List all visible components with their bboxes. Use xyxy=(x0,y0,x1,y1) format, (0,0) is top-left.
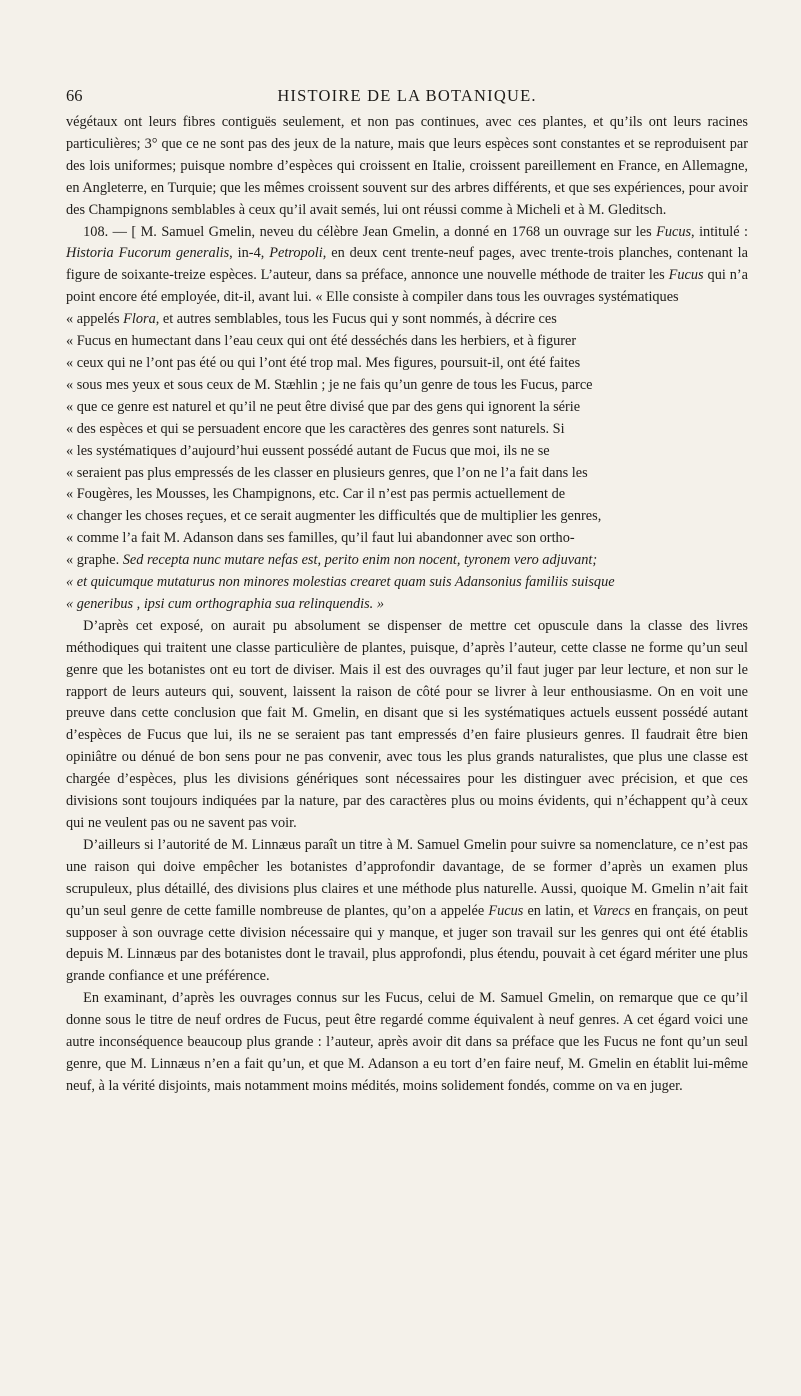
text-run: en français, on peut supposer à son ouvrage cette division nécessaire qui y manque, et juger son travail sur les genres qui ont été établis depuis M. Linnæus par des botanistes dont le travail, plus approfondi, plus étendu, pouvait à cet égard mériter une plus grande confiance et une préférence. xyxy=(66,902,749,985)
paragraph-continued xyxy=(66,112,748,222)
page-number: 66 xyxy=(66,86,83,105)
text-run: , en deux cent trente-neuf pages, avec trente-trois planches, contenant la figure de soixante-treize espèces. L’auteur, dans sa préface, annonce une nouvelle méthode de traiter les xyxy=(66,245,748,284)
quote-line: « Fougères, les Mousses, les Champignons, etc. Car il n’est pas permis actuellement de xyxy=(66,486,566,503)
text-run: , in-4, xyxy=(229,245,270,262)
quote-line: « changer les choses reçues, et ce serait augmenter les difficultés que de multiplier les genres, xyxy=(66,508,602,525)
latin-quote: Sed recepta nunc mutare nefas est, perito enim non nocent, tyronem vero adjuvant; xyxy=(122,552,598,569)
latin-quote-line: « generibus , ipsi cum orthographia sua relinquendis. » xyxy=(66,595,384,612)
text-run: « appelés xyxy=(66,311,124,328)
paragraph xyxy=(66,616,748,835)
italic-term: Fucus xyxy=(668,267,704,284)
italic-term: Fucus xyxy=(488,902,524,919)
quotation-block xyxy=(66,309,748,616)
running-header xyxy=(66,86,748,106)
quote-line: « ceux qui ne l’ont pas été ou qui l’ont été trop mal. Mes figures, poursuit-il, ont été faites xyxy=(66,354,581,371)
quote-line xyxy=(66,309,748,331)
body-text xyxy=(66,112,748,1098)
quote-line: « comme l’a fait M. Adanson dans ses familles, qu’il faut lui abandonner avec son ortho- xyxy=(66,530,575,547)
quote-line: « que ce genre est naturel et qu’il ne peut être divisé que par des gens qui ignorent la série xyxy=(66,398,581,415)
place-of-publication: Petropoli xyxy=(269,245,323,262)
paragraph-text: En examinant, d’après les ouvrages connus sur les Fucus, celui de M. Samuel Gmelin, on remarque que ce qu’il donne sous le titre de neuf ordres de Fucus, peut être regardé comme équivalent à neuf genres. A cet égard voici une autre inconséquence beaucoup plus grande : l’auteur, après avoir dit dans sa préface que les Fucus ne font qu’un seul genre, que M. Linnæus n’en a fait qu’un, et que M. Adanson a eu tort d’en faire neuf, M. Gmelin en établit lui-même neuf, à la vérité disjoints, mais notamment moins médités, moins solidement fondés, comme on va en juger. xyxy=(66,990,748,1094)
italic-term: Fucus xyxy=(656,223,692,240)
italic-term: Flora xyxy=(123,311,156,328)
text-run: , et autres semblables, tous les Fucus qui y sont nommés, à décrire ces xyxy=(155,311,557,328)
quote-line: « Fucus en humectant dans l’eau ceux qui ont été desséchés dans les herbiers, et à figurer xyxy=(66,333,577,350)
quote-line: « les systématiques d’aujourd’hui eussent possédé autant de Fucus que moi, ils ne se xyxy=(66,442,550,459)
book-title: Historia Fucorum generalis xyxy=(66,245,230,262)
paragraph-text: D’après cet exposé, on aurait pu absolument se dispenser de mettre cet opuscule dans la classe des livres méthodiques qui traitent une classe particulière de plantes, puisque, d’après l’auteur, cette classe ne forme qu’un seul genre que les botanistes ont eu tort de diviser. Mais il est des ouvrages qu’il faut juger par leur lecture, et non sur le rapport de leurs auteurs qui, souvent, laissent la raison de côté pour se livrer à leur enthousiasme. On en voit une preuve dans cette conclusion que fait M. Gmelin, en disant que si les systématiques actuels eussent possédé autant d’espèces de Fucus que lui, ils ne se seraient pas tant empressés d’en faire plusieurs genres. Il faudrait être bien opiniâtre ou dénué de bon sens pour ne pas convenir, avec tous les plus grands naturalistes, que plus une classe est chargée d’espèces, plus les divisions génériques sont nécessaires pour les distinguer avec précision, et que ces divisions sont toujours indiquées par la nature, par des caractères plus ou moins évidents, qui n’échappent qu’à ceux qui ne veulent pas ou ne savent pas voir. xyxy=(66,617,748,831)
text-run: « graphe. xyxy=(66,552,123,569)
quote-line: « sous mes yeux et sous ceux de M. Stæhlin ; je ne fais qu’un genre de tous les Fucus, parce xyxy=(66,376,593,393)
quote-line: « seraient pas plus empressés de les classer en plusieurs genres, que l’on ne l’a fait dans les xyxy=(66,464,588,481)
text-run: qui n’a point encore été employée, dit-il, avant lui. « Elle consiste à compiler dans tous les ouvrages systématiques xyxy=(66,267,748,306)
italic-term: Varecs xyxy=(592,902,631,919)
text-run: D’ailleurs si l’autorité de M. Linnæus paraît un titre à M. Samuel Gmelin pour suivre sa nomenclature, ce n’est pas une raison qui doive empêcher les botanistes d’approfondir davantage, de se former d’après un examen plus scrupuleux, plus détaillé, des divisions plus claires et une méthode plus naturelle. Aussi, quoique M. Gmelin n’ait fait qu’un seul genre de cette famille nombreuse de plantes, qu’on a appelée xyxy=(66,836,748,919)
quote-line: « des espèces et qui se persuadent encore que les caractères des genres sont naturels. Si xyxy=(66,420,565,437)
running-title: HISTOIRE DE LA BOTANIQUE. xyxy=(277,86,537,105)
text-run: en latin, et xyxy=(523,902,593,919)
paragraph xyxy=(66,835,748,988)
text-run: 108. — [ M. Samuel Gmelin, neveu du célèbre Jean Gmelin, a donné en 1768 un ouvrage sur les xyxy=(83,223,657,240)
paragraph xyxy=(66,988,748,1098)
latin-quote-line: « et quicumque mutaturus non minores molestias crearet quam suis Adansonius familiis suisque xyxy=(66,574,615,591)
quote-line xyxy=(66,550,748,572)
paragraph-108 xyxy=(66,222,748,310)
text-run: , intitulé : xyxy=(691,223,749,240)
paragraph-text: végétaux ont leurs fibres contiguës seulement, et non pas continues, avec ces plantes, et qu’ils ont leurs racines particulières; 3° que ce ne sont pas des jeux de la nature, mais que leurs espèces sont constantes et se reproduisent par des lois uniformes; puisque nombre d’espèces qui croissent en Italie, croissent pareillement en France, en Allemagne, en Angleterre, en Turquie; que les mêmes croissent souvent sur des arbres différents, et que ses expériences, pour avoir des Champignons semblables à ceux qu’il avait semés, lui ont réussi comme à Micheli et à M. Gleditsch. xyxy=(66,114,748,218)
